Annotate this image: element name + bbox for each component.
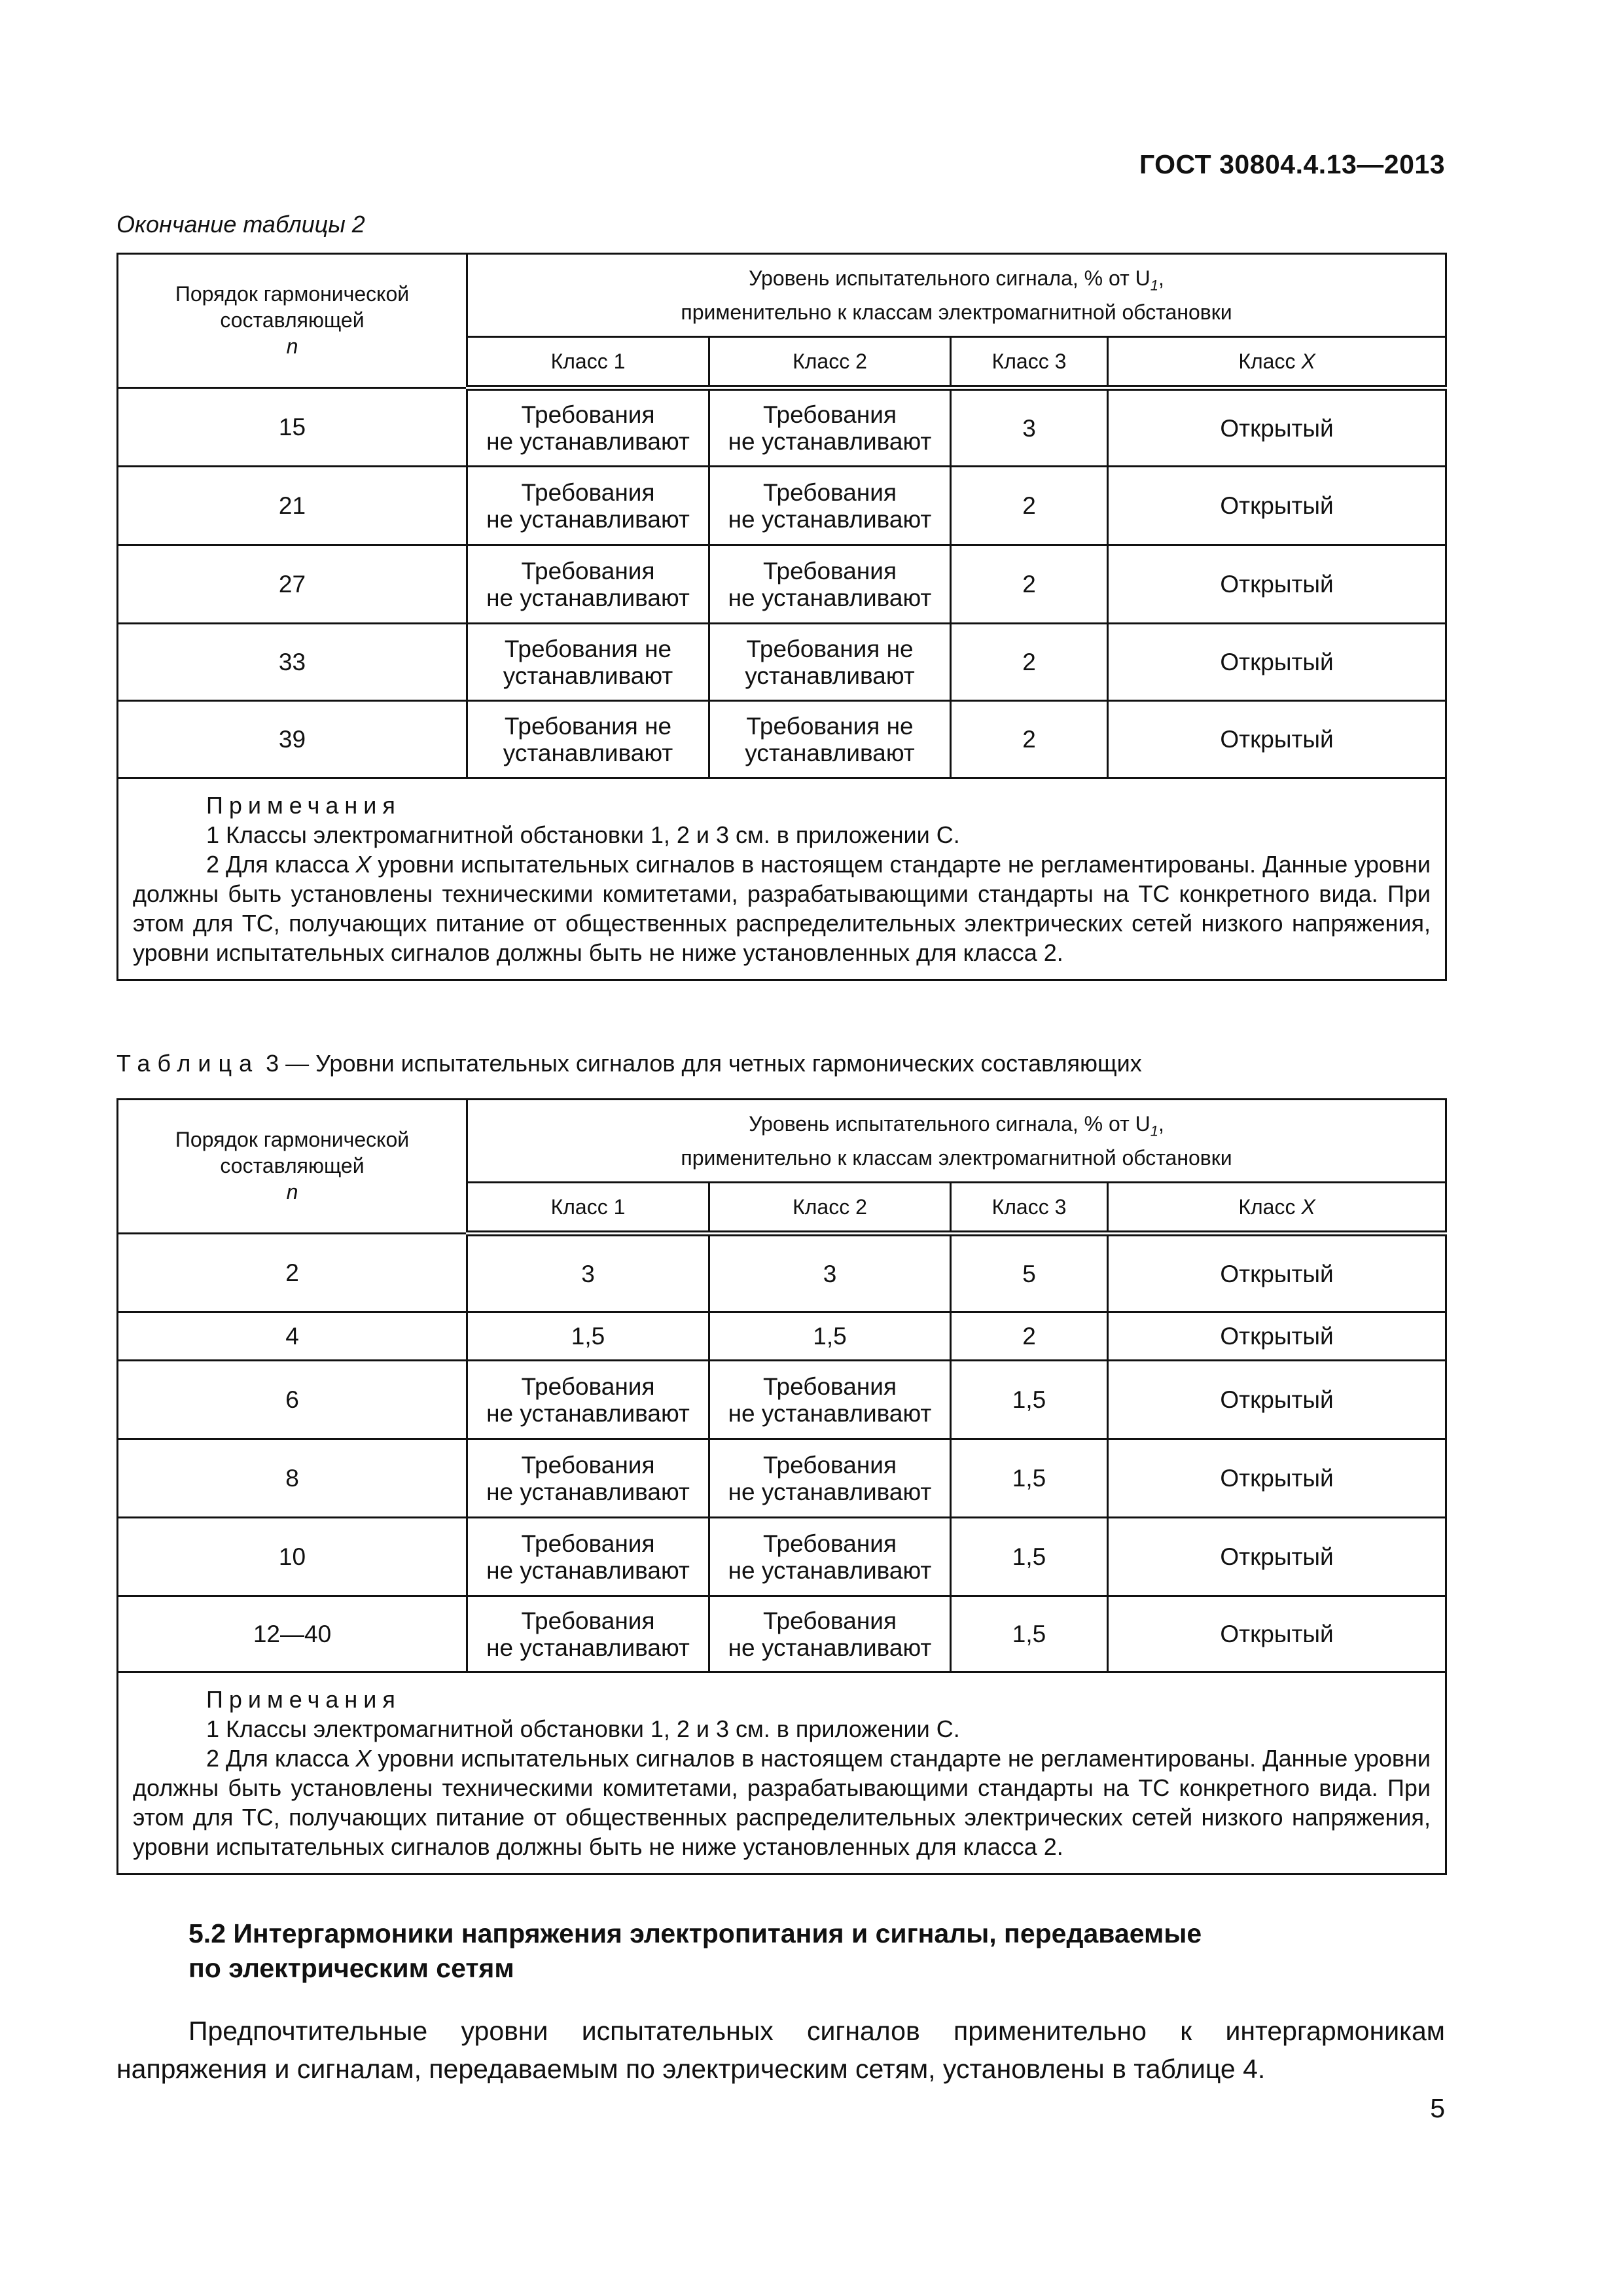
header-class-x xyxy=(1108,1183,1446,1234)
note-1: 1 Классы электромагнитной обстановки 1, 2 и 3 см. в приложении С. xyxy=(206,1715,960,1742)
header-level-line2: применительно к классам электромагнитной обстановки xyxy=(681,1145,1232,1170)
cell-text: Требования не xyxy=(504,635,672,662)
header-class-x-letter: X xyxy=(1301,350,1315,373)
cell-class-3: 2 xyxy=(951,701,1108,778)
cell-class-3: 3 xyxy=(951,388,1108,467)
cell-class-1: 1,5 xyxy=(467,1312,709,1361)
note-2-class-letter: X xyxy=(355,1745,372,1772)
header-test-level xyxy=(467,254,1446,337)
header-level-text: Уровень испытательного сигнала, % от U xyxy=(749,266,1150,291)
cell-class-3: 1,5 xyxy=(951,1439,1108,1518)
cell-class-1 xyxy=(467,1596,709,1672)
cell-class-2 xyxy=(709,1518,951,1596)
table-row xyxy=(118,467,1446,545)
cell-text: не устанавливают xyxy=(486,584,690,611)
note-1: 1 Классы электромагнитной обстановки 1, 2 и 3 см. в приложении С. xyxy=(206,821,960,848)
header-order-line2: составляющей xyxy=(220,1154,365,1177)
cell-text: Требования xyxy=(763,1372,897,1400)
cell-text: не устанавливают xyxy=(728,1478,932,1505)
header-level-line1 xyxy=(473,265,1440,298)
note-2-rest: уровни испытательных сигналов в настоящем стандарте не регламентированы. Данные уровни должны быть установлены техническими комитетами, разрабатывающими стандарты на ТС конкретного вида. При этом для ТС, получающих питание от общественных распределительных электрических сетей низкого напряжения, уровни испытательных сигналов должны быть не ниже установленных для класса 2. xyxy=(133,1745,1431,1860)
cell-order: 2 xyxy=(118,1234,467,1312)
cell-text: устанавливают xyxy=(503,739,673,766)
header-order-n: n xyxy=(286,334,298,358)
cell-class-x: Открытый xyxy=(1108,1439,1446,1518)
note-2-start: 2 Для класса xyxy=(206,1745,356,1772)
cell-class-2 xyxy=(709,1361,951,1439)
cell-class-1 xyxy=(467,545,709,624)
table-row xyxy=(118,388,1446,467)
cell-class-x: Открытый xyxy=(1108,1361,1446,1439)
cell-text: Требования xyxy=(521,401,655,428)
cell-order: 10 xyxy=(118,1518,467,1596)
cell-class-2: 1,5 xyxy=(709,1312,951,1361)
header-harmonic-order xyxy=(118,1100,467,1234)
cell-text: Требования xyxy=(521,1451,655,1479)
header-class-3: Класс 3 xyxy=(951,1183,1108,1234)
cell-class-1: 3 xyxy=(467,1234,709,1312)
header-order-line1: Порядок гармонической xyxy=(175,1128,410,1151)
notes-cell xyxy=(118,778,1446,980)
section-heading-line2: по электрическим сетям xyxy=(188,1953,514,1983)
header-level-sub: 1 xyxy=(1150,1122,1158,1139)
cell-class-x: Открытый xyxy=(1108,545,1446,624)
cell-text: не устанавливают xyxy=(728,1399,932,1427)
cell-text: Требования не xyxy=(746,712,914,740)
cell-class-3: 1,5 xyxy=(951,1361,1108,1439)
cell-text: не устанавливают xyxy=(486,428,690,455)
cell-text: устанавливают xyxy=(745,662,915,689)
document-id-header: ГОСТ 30804.4.13—2013 xyxy=(1139,149,1445,179)
cell-class-2 xyxy=(709,624,951,701)
cell-order: 39 xyxy=(118,701,467,778)
cell-class-3: 2 xyxy=(951,624,1108,701)
header-level-sub: 1 xyxy=(1150,277,1158,294)
table-row xyxy=(118,1518,1446,1596)
notes-row xyxy=(118,778,1446,980)
note-2-start: 2 Для класса xyxy=(206,851,356,878)
cell-text: не устанавливают xyxy=(728,1556,932,1584)
table3-caption-rest: 3 — Уровни испытательных сигналов для четных гармонических составляющих xyxy=(259,1050,1142,1077)
header-order-line2: составляющей xyxy=(220,308,365,332)
cell-class-3: 1,5 xyxy=(951,1518,1108,1596)
cell-class-x: Открытый xyxy=(1108,467,1446,545)
header-class-x xyxy=(1108,337,1446,388)
header-class-2: Класс 2 xyxy=(709,1183,951,1234)
header-class-2: Класс 2 xyxy=(709,337,951,388)
cell-text: не устанавливают xyxy=(486,505,690,533)
cell-text: устанавливают xyxy=(503,662,673,689)
cell-text: Требования xyxy=(521,557,655,584)
cell-class-1 xyxy=(467,701,709,778)
header-class-3: Класс 3 xyxy=(951,337,1108,388)
cell-order: 33 xyxy=(118,624,467,701)
header-class-1: Класс 1 xyxy=(467,337,709,388)
cell-order: 15 xyxy=(118,388,467,467)
table3-caption-word: Таблица xyxy=(116,1050,260,1077)
header-order-n: n xyxy=(286,1180,298,1204)
cell-text: Требования xyxy=(763,1530,897,1557)
notes-row xyxy=(118,1672,1446,1874)
cell-class-2 xyxy=(709,1596,951,1672)
table-2 xyxy=(116,253,1447,981)
table-row xyxy=(118,1439,1446,1518)
cell-text: Требования xyxy=(521,1607,655,1634)
notes-cell xyxy=(118,1672,1446,1874)
cell-text: Требования xyxy=(763,557,897,584)
table-row xyxy=(118,1234,1446,1312)
cell-class-2 xyxy=(709,701,951,778)
cell-class-2 xyxy=(709,388,951,467)
header-level-comma: , xyxy=(1158,1112,1164,1136)
cell-class-3: 2 xyxy=(951,467,1108,545)
cell-text: не устанавливают xyxy=(486,1634,690,1661)
cell-text: Требования xyxy=(763,1451,897,1479)
header-order-line1: Порядок гармонической xyxy=(175,282,410,306)
header-level-line2: применительно к классам электромагнитной обстановки xyxy=(681,300,1232,324)
cell-order: 6 xyxy=(118,1361,467,1439)
cell-text: Требования xyxy=(521,478,655,506)
cell-class-x: Открытый xyxy=(1108,1596,1446,1672)
cell-order: 4 xyxy=(118,1312,467,1361)
cell-class-2: 3 xyxy=(709,1234,951,1312)
cell-class-1 xyxy=(467,388,709,467)
cell-order: 21 xyxy=(118,467,467,545)
header-level-line1 xyxy=(473,1111,1440,1144)
section-heading-line1: 5.2 Интергармоники напряжения электропитания и сигналы, передаваемые xyxy=(188,1918,1202,1948)
cell-order: 12—40 xyxy=(118,1596,467,1672)
header-test-level xyxy=(467,1100,1446,1183)
cell-class-3: 5 xyxy=(951,1234,1108,1312)
cell-text: не устанавливают xyxy=(486,1556,690,1584)
cell-class-3: 1,5 xyxy=(951,1596,1108,1672)
table-row xyxy=(118,1312,1446,1361)
notes-title: Примечания xyxy=(206,1686,401,1713)
header-class-x-letter: X xyxy=(1301,1195,1315,1219)
section-heading xyxy=(188,1916,1366,1986)
note-2-rest: уровни испытательных сигналов в настоящем стандарте не регламентированы. Данные уровни должны быть установлены техническими комитетами, разрабатывающими стандарты на ТС конкретного вида. При этом для ТС, получающих питание от общественных распределительных электрических сетей низкого напряжения, уровни испытательных сигналов должны быть не ниже установленных для класса 2. xyxy=(133,851,1431,966)
cell-text: Требования xyxy=(521,1530,655,1557)
cell-class-2 xyxy=(709,1439,951,1518)
cell-text: не устанавливают xyxy=(728,584,932,611)
cell-order: 8 xyxy=(118,1439,467,1518)
cell-text: не устанавливают xyxy=(728,505,932,533)
cell-class-1 xyxy=(467,1361,709,1439)
cell-text: устанавливают xyxy=(745,739,915,766)
cell-text: не устанавливают xyxy=(728,1634,932,1661)
cell-text: не устанавливают xyxy=(486,1399,690,1427)
header-class-x-prefix: Класс xyxy=(1238,1195,1302,1219)
cell-class-2 xyxy=(709,545,951,624)
table-3 xyxy=(116,1098,1447,1875)
note-2-class-letter: X xyxy=(355,851,372,878)
cell-text: не устанавливают xyxy=(728,428,932,455)
cell-class-1 xyxy=(467,467,709,545)
header-harmonic-order xyxy=(118,254,467,388)
header-class-x-prefix: Класс xyxy=(1238,350,1302,373)
header-level-text: Уровень испытательного сигнала, % от U xyxy=(749,1112,1150,1136)
table-row xyxy=(118,1361,1446,1439)
page-number: 5 xyxy=(1430,2093,1445,2123)
table2-continuation-caption: Окончание таблицы 2 xyxy=(116,211,365,238)
table-row xyxy=(118,701,1446,778)
note-2 xyxy=(133,1744,1431,1861)
table3-caption xyxy=(116,1050,1142,1077)
section-paragraph: Предпочтительные уровни испытательных сигналов применительно к интергармоникам напряжения и сигналам, передаваемым по электрическим сетям, установлены в таблице 4. xyxy=(116,2016,1445,2084)
cell-text: Требования xyxy=(763,478,897,506)
header-class-1: Класс 1 xyxy=(467,1183,709,1234)
cell-class-3: 2 xyxy=(951,545,1108,624)
cell-class-1 xyxy=(467,1439,709,1518)
cell-text: Требования xyxy=(521,1372,655,1400)
cell-class-3: 2 xyxy=(951,1312,1108,1361)
cell-class-x: Открытый xyxy=(1108,1312,1446,1361)
cell-class-x: Открытый xyxy=(1108,388,1446,467)
cell-class-1 xyxy=(467,624,709,701)
cell-text: не устанавливают xyxy=(486,1478,690,1505)
notes-title: Примечания xyxy=(206,792,401,819)
cell-class-x: Открытый xyxy=(1108,701,1446,778)
table-row xyxy=(118,545,1446,624)
cell-class-x: Открытый xyxy=(1108,624,1446,701)
cell-text: Требования xyxy=(763,401,897,428)
cell-class-x: Открытый xyxy=(1108,1518,1446,1596)
header-level-comma: , xyxy=(1158,266,1164,291)
cell-text: Требования xyxy=(763,1607,897,1634)
cell-class-x: Открытый xyxy=(1108,1234,1446,1312)
note-2 xyxy=(133,850,1431,967)
cell-order: 27 xyxy=(118,545,467,624)
cell-class-1 xyxy=(467,1518,709,1596)
cell-text: Требования не xyxy=(504,712,672,740)
cell-class-2 xyxy=(709,467,951,545)
table-row xyxy=(118,624,1446,701)
cell-text: Требования не xyxy=(746,635,914,662)
table-row xyxy=(118,1596,1446,1672)
